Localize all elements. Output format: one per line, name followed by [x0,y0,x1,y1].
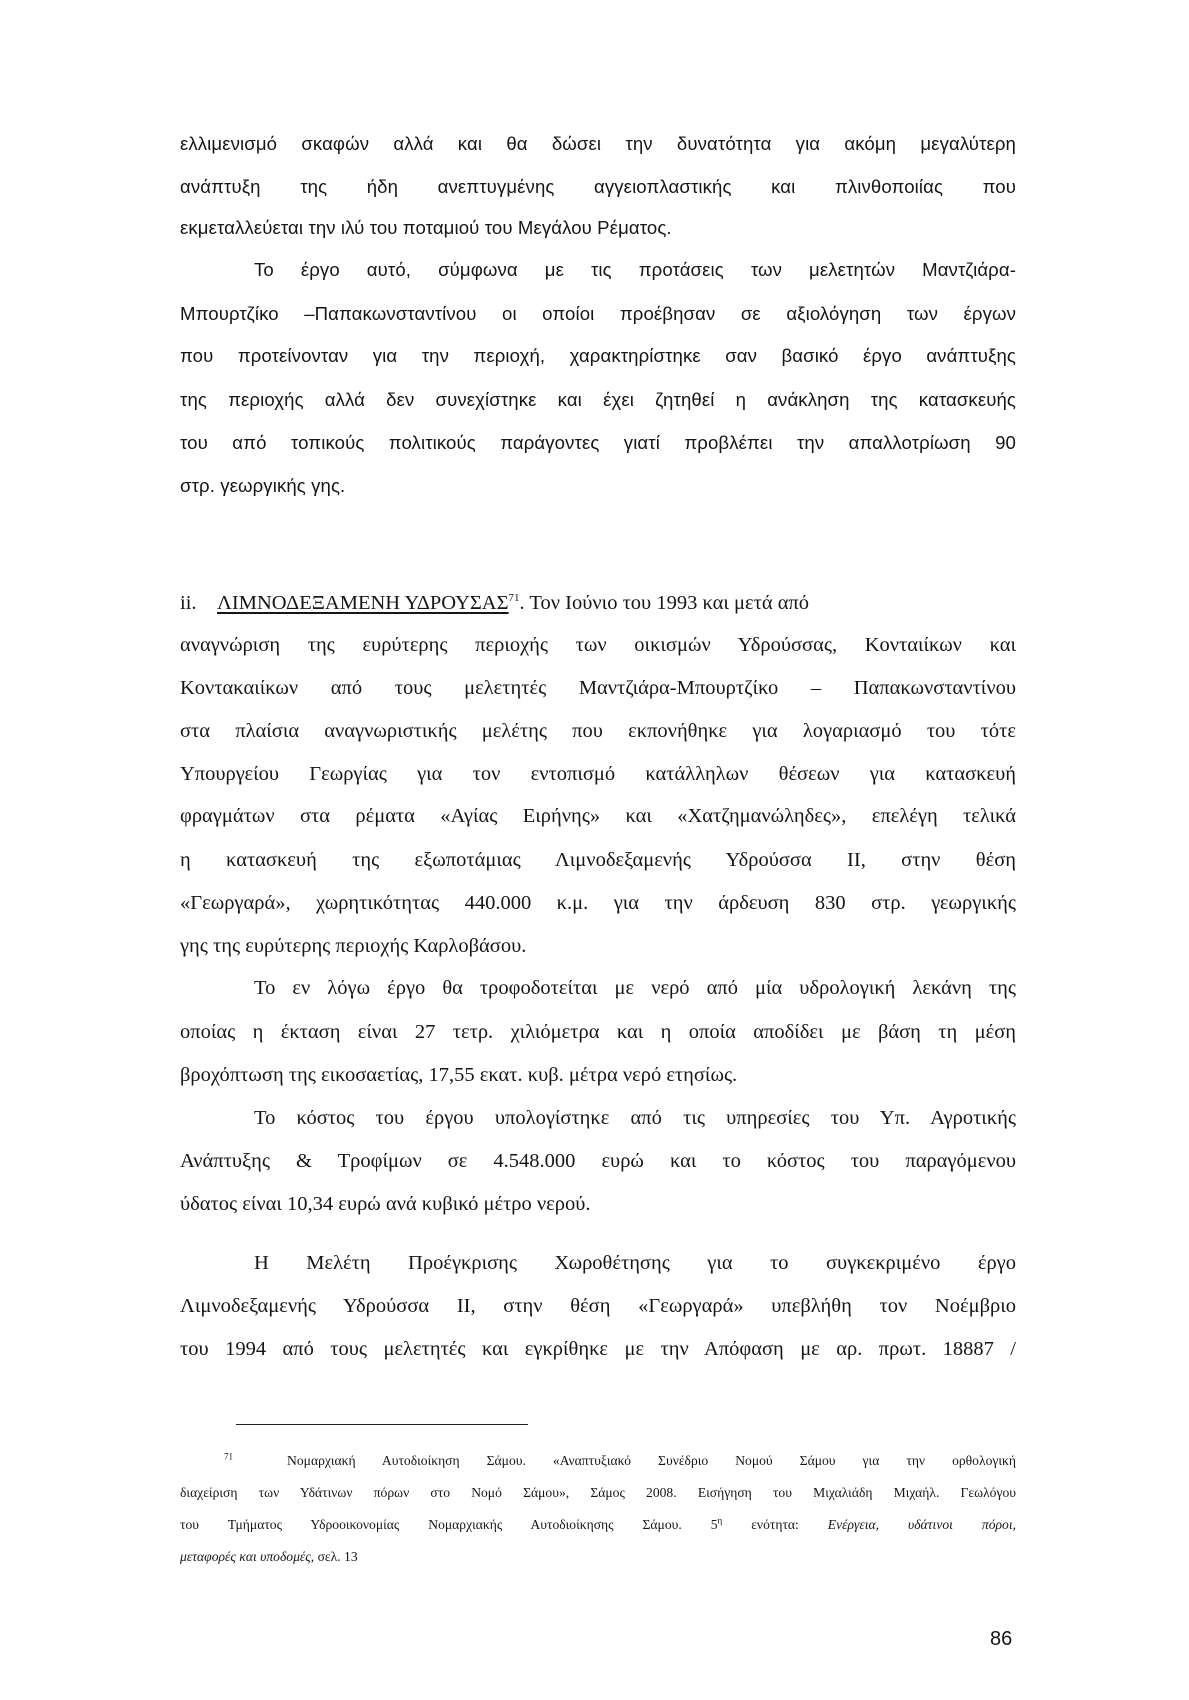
text-line: του 1994 από τους μελετητές και εγκρίθηκε με την Απόφαση με αρ. πρωτ. 18887 / [180,1338,1016,1360]
footnote-line [180,1515,1016,1535]
footnote-number: 71 [224,1451,233,1462]
section-heading-row [180,589,1016,617]
section-number: ii. [180,592,197,614]
text-line: Κοντακαιίκων από τους μελετητές Μαντζιάρα-Μπουρτζίκο – Παπακωνσταντίνου [180,677,1016,699]
text-line: Ανάπτυξης & Τροφίμων σε 4.548.000 ευρώ και το κόστος του παραγόμενου [180,1150,1016,1172]
section-first-line: . Τον Ιούνιο του 1993 και μετά από [519,592,810,614]
text-line: στρ. γεωργικής γης. [180,475,346,496]
section-title: ΛΙΜΝΟΔΕΞΑΜΕΝΗ ΥΔΡΟΥΣΑΣ [217,592,509,614]
footnote-line: διαχείριση των Υδάτινων πόρων στο Νομό Σάμου», Σάμος 2008. Εισήγηση του Μιχαλιάδη Μιχαήλ. Γεωλόγου [180,1485,1016,1500]
footnote-line [180,1547,1016,1567]
footnote-line [224,1451,1016,1471]
footnote-italic-text: μεταφορές και υποδομές [180,1549,311,1564]
footnote-separator [236,1424,528,1425]
footnote-italic-text: Ενέργεια, υδάτινοι πόροι, [827,1517,1017,1532]
footnote-text: , σελ. 13 [310,1549,358,1564]
text-line: ύδατος είναι 10,34 ευρώ ανά κυβικό μέτρο νερού. [180,1193,591,1215]
text-line: η κατασκευή της εξωποτάμιας Λιμνοδεξαμενής Υδρούσσα ΙΙ, στην θέση [180,849,1016,871]
footnote-superscript: η [717,1515,723,1526]
text-line: Μπουρτζίκο –Παπακωνσταντίνου οι οποίοι προέβησαν σε αξιολόγηση των έργων [180,303,1016,324]
section-heading [180,589,1016,617]
text-line: που προτείνονταν για την περιοχή, χαρακτηρίστηκε σαν βασικό έργο ανάπτυξης [180,345,1016,366]
text-line: εκμεταλλεύεται την ιλύ του ποταμιού του Μεγάλου Ρέματος. [180,217,672,238]
text-line: Το εν λόγω έργο θα τροφοδοτείται με νερό από μία υδρολογική λεκάνη της [254,977,1016,999]
text-line: βροχόπτωση της εικοσαετίας, 17,55 εκατ. κυβ. μέτρα νερό ετησίως. [180,1064,738,1086]
text-line: γης της ευρύτερης περιοχής Καρλοβάσου. [180,935,527,957]
text-line: της περιοχής αλλά δεν συνεχίστηκε και έχει ζητηθεί η ανάκληση της κατασκευής [180,389,1016,410]
text-line: Το κόστος του έργου υπολογίστηκε από τις υπηρεσίες του Υπ. Αγροτικής [254,1107,1016,1129]
text-line: Η Μελέτη Προέγκρισης Χωροθέτησης για το συγκεκριμένο έργο [254,1252,1016,1274]
text-line: του από τοπικούς πολιτικούς παράγοντες γιατί προβλέπει την απαλλοτρίωση 90 [180,432,1016,453]
text-line: αναγνώριση της ευρύτερης περιοχής των οικισμών Υδρούσσας, Κονταιίκων και [180,634,1016,656]
footnote-text: ενότητα: [722,1517,828,1532]
text-line: οποίας η έκταση είναι 27 τετρ. χιλιόμετρα και η οποία αποδίδει με βάση τη μέση [180,1021,1016,1043]
text-line: φραγμάτων στα ρέματα «Αγίας Ειρήνης» και «Χατζημανώληδες», επελέγη τελικά [180,805,1016,827]
text-line: Το έργο αυτό, σύμφωνα με τις προτάσεις των μελετητών Μαντζιάρα- [254,259,1016,280]
footnote-text: του Τμήματος Υδροοικονομίας Νομαρχιακής Αυτοδιοίκησης Σάμου. 5 [180,1517,718,1532]
text-line: Λιμνοδεξαμενής Υδρούσσα ΙΙ, στην θέση «Γεωργαρά» υπεβλήθη τον Νοέμβριο [180,1295,1016,1317]
footnote-text: Νομαρχιακή Αυτοδιοίκηση Σάμου. «Αναπτυξιακό Συνέδριο Νομού Σάμου για την ορθολογική [287,1453,1016,1468]
text-line: «Γεωργαρά», χωρητικότητας 440.000 κ.μ. για την άρδευση 830 στρ. γεωργικής [180,892,1016,914]
page-number: 86 [990,1628,1013,1650]
text-line: Υπουργείου Γεωργίας για τον εντοπισμό κατάλληλων θέσεων για κατασκευή [180,763,1016,785]
text-line: ελλιμενισμό σκαφών αλλά και θα δώσει την δυνατότητα για ακόμη μεγαλύτερη [180,133,1016,154]
text-line: στα πλαίσια αναγνωριστικής μελέτης που εκπονήθηκε για λογαριασμό του τότε [180,720,1016,742]
text-line: ανάπτυξη της ήδη ανεπτυγμένης αγγειοπλαστικής και πλινθοποιίας που [180,176,1016,197]
footnote-reference: 71 [508,592,520,605]
section-heading-left [180,589,809,617]
